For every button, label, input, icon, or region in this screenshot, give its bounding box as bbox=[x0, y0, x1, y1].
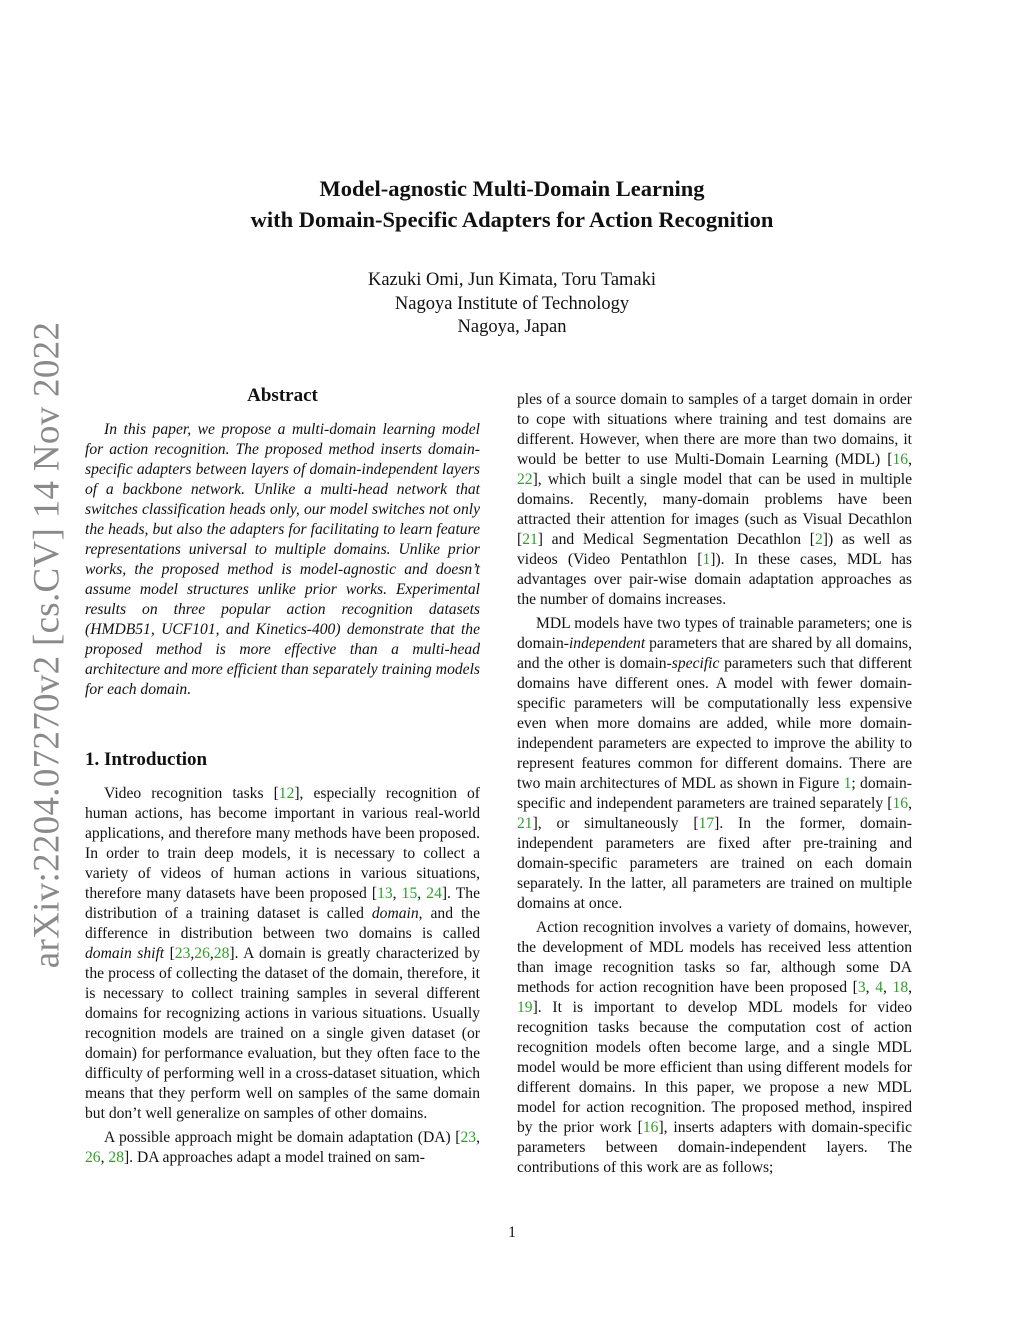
right-column bbox=[517, 390, 912, 1182]
intro-paragraph-1: Video recognition tasks [12], especially recognition of human actions, has become important in various real-world applications, and therefore many methods have been proposed. In order to train deep models, it is necessary to collect a variety of videos of human actions in various situations, therefore many datasets have been proposed [13, 15, 24]. The distribution of a training dataset is called domain, and the difference in distribution between two domains is called domain shift [23,26,28]. A domain is greatly characterized by the process of collecting the dataset of the domain, therefore, it is necessary to collect training samples in several different domains for recognizing actions in various situations. Usually recognition models are trained on a single given dataset (or domain) for performance evaluation, but they often face to the difficulty of performing well in a cross-dataset situation, which means that they perform well on samples of the same domain but don’t well generalize on samples of other domains. bbox=[85, 785, 481, 1122]
citation-link[interactable]: 19 bbox=[517, 999, 533, 1016]
citation-link[interactable]: 21 bbox=[517, 815, 533, 832]
abstract-text: In this paper, we propose a multi-domain learning model for action recognition. The proposed method inserts domain-specific adapters between layers of domain-independent layers of a backbone network. Unlike a multi-head network that switches classification heads only, our model switches not only the heads, but also the adapters for facilitating to learn feature representations universal to multiple domains. Unlike prior works, the proposed method is model-agnostic and doesn’t assume model structures unlike prior works. Experimental results on three popular action recognition datasets (HMDB51, UCF101, and Kinetics-400) demonstrate that the proposed method is more effective than a multi-head architecture and more efficient than separately training models for each domain. bbox=[85, 421, 480, 698]
citation-link[interactable]: 16 bbox=[892, 795, 909, 812]
citation-link[interactable]: 4 bbox=[875, 979, 883, 996]
citation-link[interactable]: 23 bbox=[174, 945, 191, 962]
location: Nagoya, Japan bbox=[457, 317, 567, 337]
citation-link[interactable]: 18 bbox=[892, 979, 909, 996]
intro-paragraph-2: A possible approach might be domain adaptation (DA) [23, 26, 28]. DA approaches adapt a model trained on sam- bbox=[85, 1129, 480, 1166]
citation-link[interactable]: 28 bbox=[108, 1149, 124, 1166]
left-column bbox=[85, 380, 480, 1172]
title-line-2: with Domain-Specific Adapters for Action Recognition bbox=[250, 207, 774, 232]
right-paragraph-mdl: MDL models have two types of trainable parameters; one is domain-independent parameters that are shared by all domains, and the other is domain-specific parameters such that different domains have different ones. A model with fewer domain-specific parameters will be computationally less expensive even when more domains are added, while more domain-independent parameters are expected to improve the ability to represent features common for different domains. There are two main architectures of MDL as shown in Figure 1; domain-specific and independent parameters are trained separately [16, 21], or simultaneously [17]. In the former, domain-independent parameters are fixed after pre-training and domain-specific parameters are trained on each domain separately. In the latter, all parameters are trained on multiple domains at once. bbox=[517, 615, 912, 912]
section-heading-introduction: 1. Introduction bbox=[85, 749, 208, 770]
citation-link[interactable]: 26 bbox=[194, 945, 210, 962]
arxiv-identifier: arXiv:2204.07270v2 [cs.CV] 14 Nov 2022 bbox=[26, 321, 68, 969]
author-block bbox=[0, 269, 1024, 340]
citation-link[interactable]: 13 bbox=[377, 885, 393, 902]
citation-link[interactable]: 3 bbox=[857, 979, 866, 996]
citation-link[interactable]: 28 bbox=[213, 945, 230, 962]
citation-link[interactable]: 22 bbox=[517, 471, 533, 488]
right-paragraph-continued: ples of a source domain to samples of a target domain in order to cope with situations where training and test domains are different. However, when there are more than two domains, it would be better to use Multi-Domain Learning (MDL) [16, 22], which built a single model that can be used in multiple domains. Recently, many-domain problems have been attracted their attention for images (such as Visual Decathlon [21] and Medical Segmentation Decathlon [2]) as well as videos (Video Pentathlon [1]). In these cases, MDL has advantages over pair-wise domain adaptation approaches as the number of domains increases. bbox=[517, 391, 913, 608]
authors: Kazuki Omi, Jun Kimata, Toru Tamaki bbox=[367, 270, 657, 290]
abstract-heading: Abstract bbox=[247, 385, 318, 406]
citation-link[interactable]: 16 bbox=[892, 451, 909, 468]
figure-link[interactable]: 1 bbox=[843, 775, 852, 792]
citation-link[interactable]: 15 bbox=[401, 885, 418, 902]
affiliation: Nagoya Institute of Technology bbox=[394, 293, 630, 314]
citation-link[interactable]: 23 bbox=[460, 1129, 477, 1146]
arxiv-identifier-sidebar bbox=[22, 321, 72, 969]
page-number: 1 bbox=[508, 1224, 516, 1241]
citation-link[interactable]: 17 bbox=[698, 815, 715, 832]
paper-title bbox=[0, 173, 1024, 235]
citation-link[interactable]: 16 bbox=[642, 1119, 659, 1136]
citation-link[interactable]: 2 bbox=[814, 531, 823, 548]
citation-link[interactable]: 24 bbox=[426, 885, 442, 902]
citation-link[interactable]: 12 bbox=[278, 785, 295, 802]
right-paragraph-action: Action recognition involves a variety of domains, however, the development of MDL models has received less attention than image recognition tasks so far, although some DA methods for action recognition have been proposed [3, 4, 18, 19]. It is important to develop MDL models for video recognition tasks because the computation cost of action recognition models often become large, and a single MDL model would be more efficient than using different models for different domains. In this paper, we propose a new MDL model for action recognition. The proposed method, inspired by the prior work [16], inserts adapters with domain-specific parameters between domain-independent layers. The contributions of this work are as follows; bbox=[517, 919, 913, 1176]
citation-link[interactable]: 26 bbox=[85, 1149, 101, 1166]
citation-link[interactable]: 21 bbox=[522, 531, 538, 548]
title-line-1: Model-agnostic Multi-Domain Learning bbox=[319, 176, 705, 201]
citation-link[interactable]: 1 bbox=[702, 551, 711, 568]
